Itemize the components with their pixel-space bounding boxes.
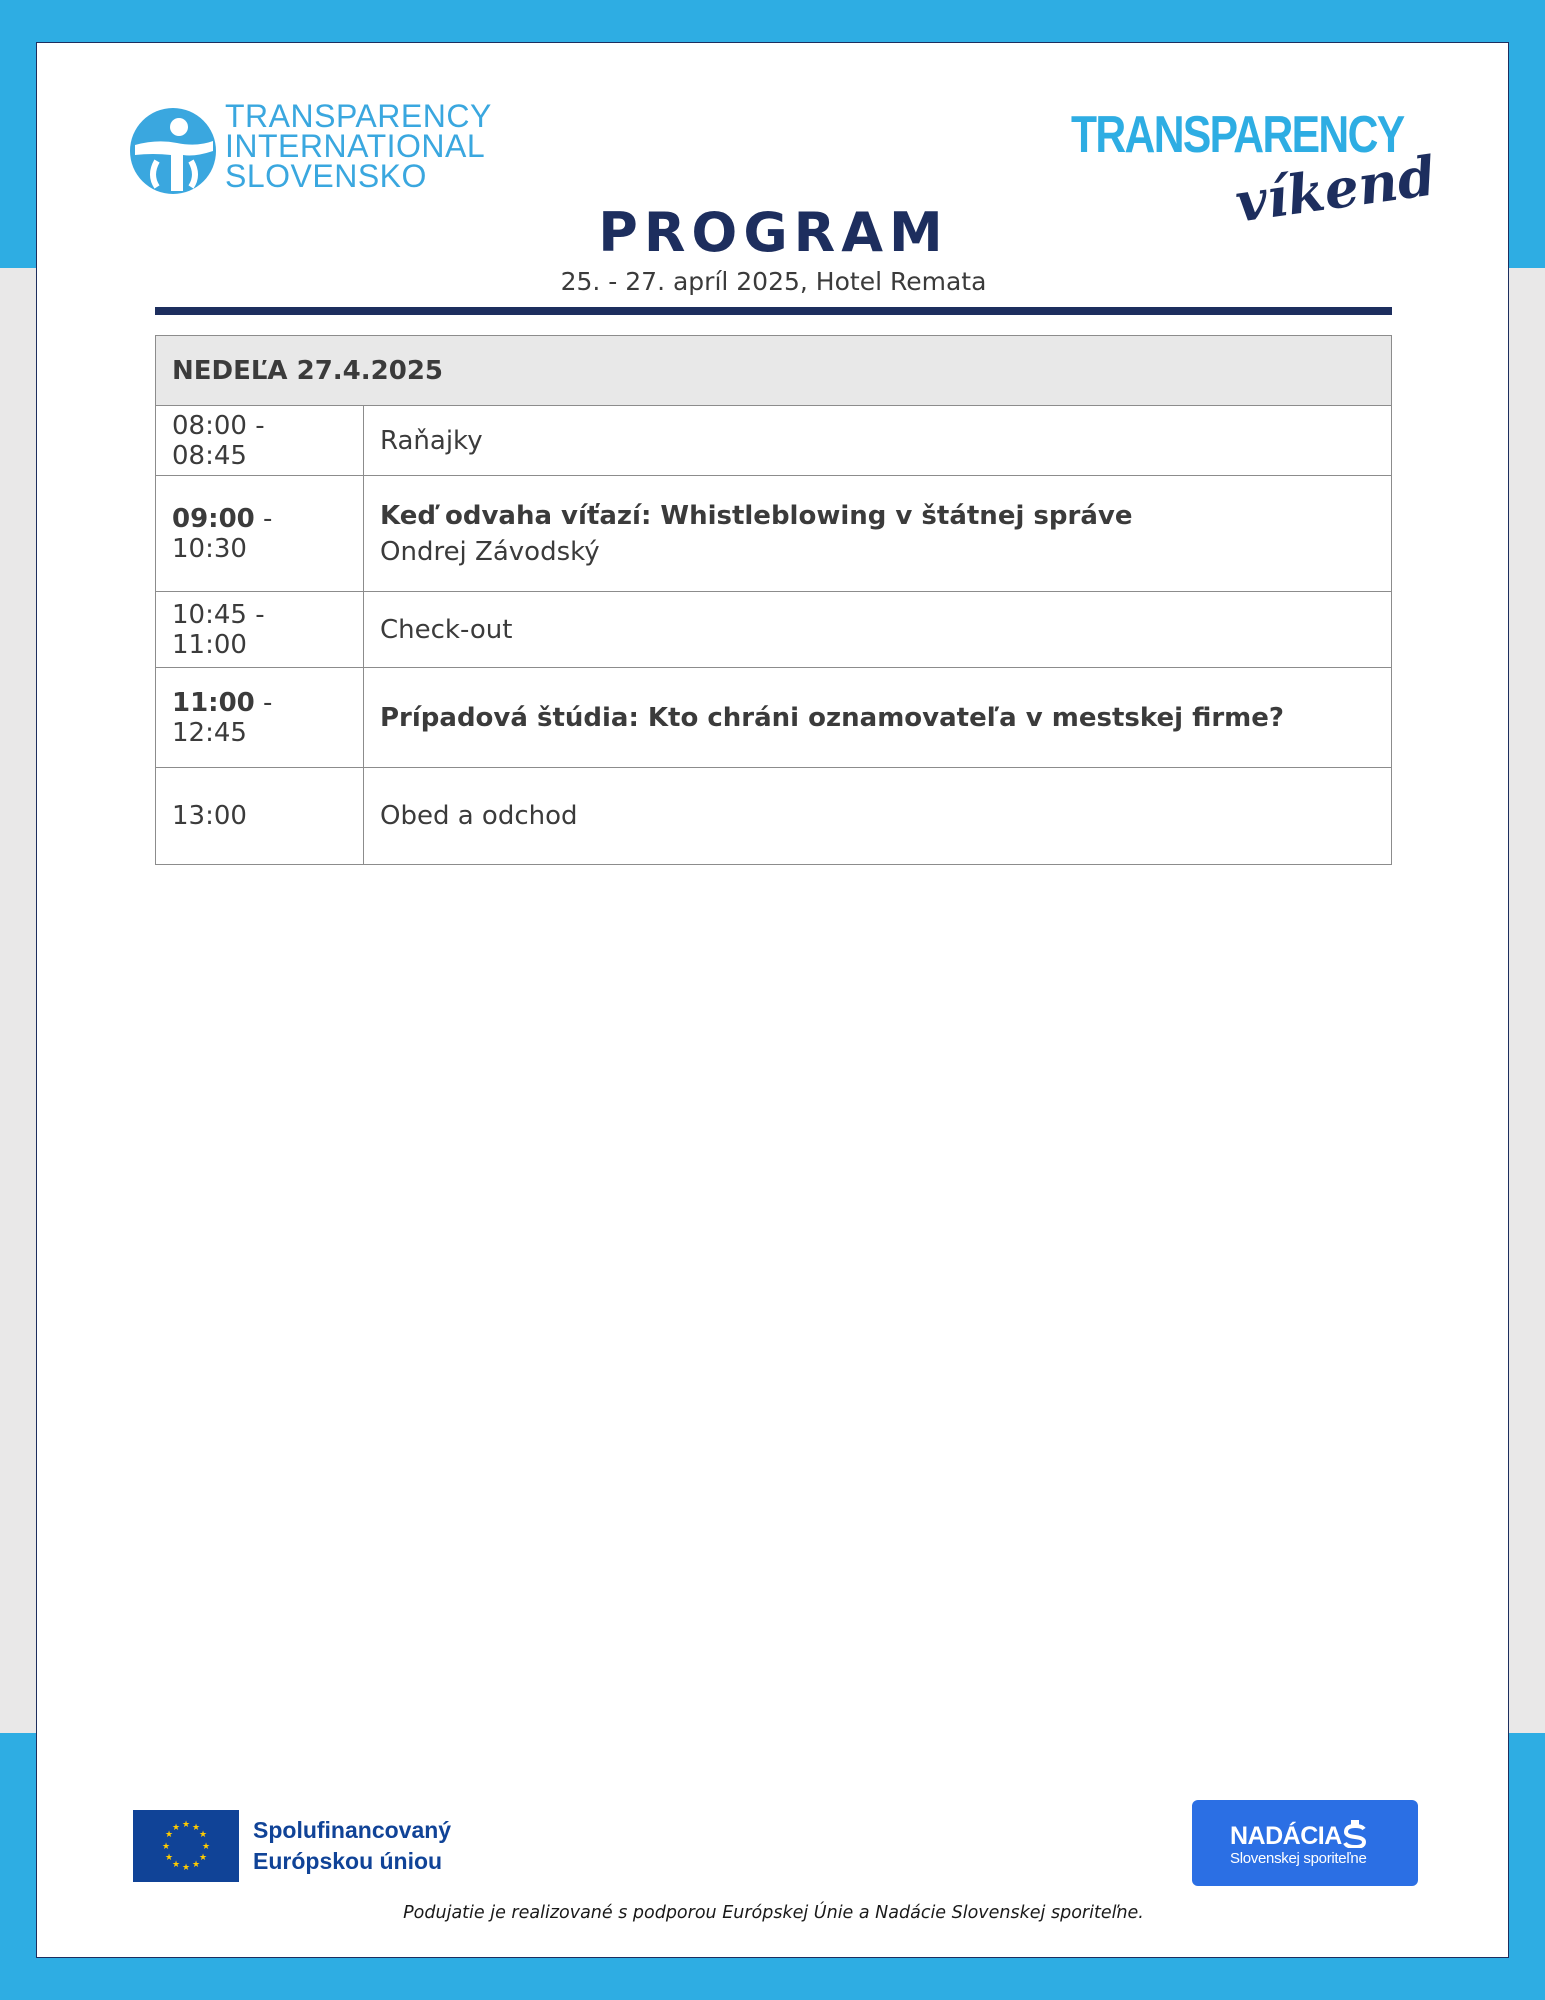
session-title: Prípadová štúdia: Kto chráni oznamovateľa v mestskej firme? [380, 702, 1284, 733]
session-speaker: Ondrej Závodský [380, 536, 600, 567]
transparency-international-logo [127, 98, 527, 201]
ti-logo-line: SLOVENSKO [225, 158, 427, 194]
session-cell [364, 768, 1392, 865]
session-cell [364, 406, 1392, 476]
session-title: Raňajky [380, 425, 483, 456]
time-cell [156, 406, 364, 476]
svg-text:★: ★ [191, 1860, 201, 1870]
vikend-logo-script: víkend [1231, 143, 1440, 235]
eu-flag-icon [133, 1810, 239, 1882]
time-start: 09:00 [172, 503, 255, 534]
svg-text:★: ★ [198, 1830, 208, 1840]
ti-logo-line: TRANSPARENCY [225, 98, 492, 134]
time-cell [156, 592, 364, 668]
session-title: Keď odvaha víťazí: Whistleblowing v štátnej správe [380, 500, 1133, 531]
ti-logo-text [225, 98, 492, 194]
nadacia-logo-bottom: Slovenskej sporiteľne [1230, 1850, 1367, 1867]
svg-text:★: ★ [171, 1860, 181, 1870]
svg-text:★: ★ [181, 1820, 191, 1830]
schedule-table [155, 335, 1392, 865]
session-cell [364, 592, 1392, 668]
time-start: 11:00 [172, 687, 255, 718]
page-title: PROGRAM [598, 201, 949, 264]
svg-text:★: ★ [191, 1823, 201, 1833]
svg-text:★: ★ [161, 1842, 171, 1852]
time-cell [156, 768, 364, 865]
svg-text:★: ★ [181, 1863, 191, 1873]
session-title: Check-out [380, 614, 513, 645]
svg-text:★: ★ [164, 1830, 174, 1840]
header-divider [155, 307, 1392, 315]
svg-text:★: ★ [198, 1853, 208, 1863]
sporitelna-s-icon [1342, 1820, 1368, 1848]
ti-emblem-icon [127, 105, 219, 197]
eu-stars-icon [133, 1810, 239, 1882]
time-range: 10:45 - 11:00 [172, 599, 265, 660]
eu-text-line: Európskou úniou [253, 1848, 443, 1874]
time-cell [156, 668, 364, 768]
event-dates-venue: 25. - 27. apríl 2025, Hotel Remata [560, 267, 987, 296]
session-title: Obed a odchod [380, 801, 578, 831]
svg-text:★: ★ [201, 1842, 211, 1852]
ti-logo-line: INTERNATIONAL [225, 128, 486, 164]
funding-note: Podujatie je realizované s podporou Európskej Únie a Nadácie Slovenskej sporiteľne. [403, 1903, 1144, 1923]
svg-text:★: ★ [171, 1823, 181, 1833]
eu-cofunded-text [253, 1815, 451, 1877]
svg-text:★: ★ [164, 1853, 174, 1863]
table-row [156, 592, 1392, 668]
time-cell [156, 476, 364, 592]
table-row [156, 476, 1392, 592]
vikend-logo-top: TRANSPARENCY [1071, 106, 1404, 164]
time-range: 13:00 [172, 801, 247, 831]
eu-text-line: Spolufinancovaný [253, 1817, 452, 1843]
time-end: - 10:30 [172, 503, 273, 564]
nadacia-logo-top: NADÁCIA [1230, 1822, 1342, 1850]
day-heading: NEDEĽA 27.4.2025 [156, 336, 1392, 406]
table-row [156, 406, 1392, 476]
time-range: 08:00 - 08:45 [172, 410, 265, 471]
session-cell [364, 476, 1392, 592]
session-cell [364, 668, 1392, 768]
nadacia-slovenskej-sporitelne-logo [1192, 1800, 1418, 1886]
time-end: - 12:45 [172, 687, 273, 748]
table-row [156, 668, 1392, 768]
program-page [36, 42, 1509, 1958]
table-row [156, 768, 1392, 865]
day-header-row [156, 336, 1392, 406]
